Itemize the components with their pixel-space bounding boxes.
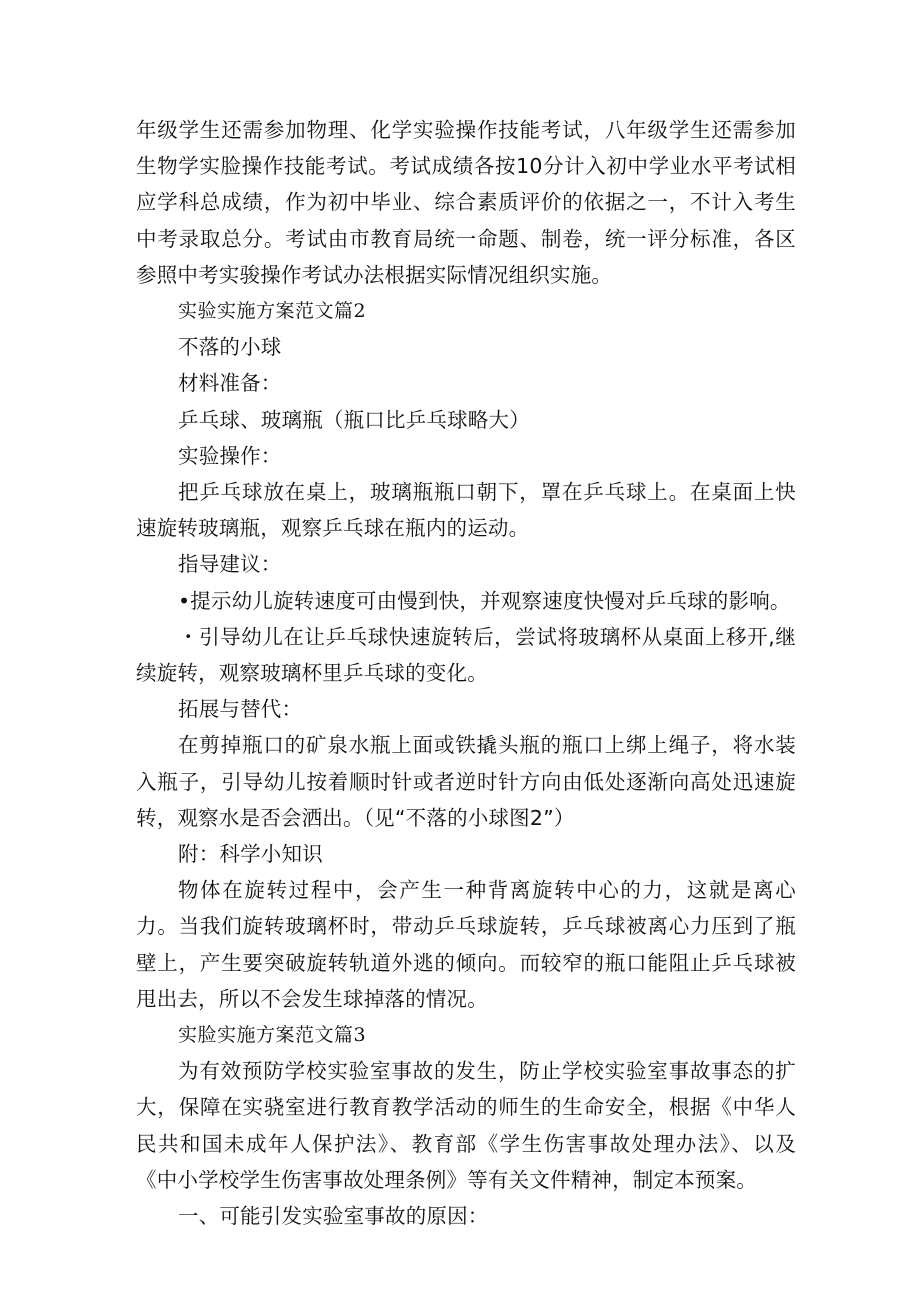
heading-plan-3: 实脸实施方案范文篇3 <box>178 1024 367 1047</box>
extension-label: 拓展与替代： <box>178 697 303 722</box>
science-note-text: 物体在旋转过程中，会产生一种背离旋转中心的力，这就是离心力。当我们旋转玻璃杯时，带动乒乓球旋转，乒乓球被离心力压到了瓶壁上，产生要突破旋转轨道外逃的倾向。而较窄的瓶口能阻止乒乓球被甩出去，所以不会发生球掉落的情况。 <box>136 878 796 1011</box>
plan-3-intro: 为有效预防学校实验室事故的发生，防止学校实验室事故事态的扩大，保障在实骁室进行教育教学活动的师生的生命安全，根据《中华人民共和国未成年人保护法》、教育部《学生伤害事故处理办法》、以及《中小学校学生伤害事故处理条例》等有关文件精神，制定本预案。 <box>136 1059 796 1192</box>
heading-plan-2: 实验实施方案范文篇2 <box>178 300 367 323</box>
guidance-item-2: ・引导幼儿在让乒乓球快速旋转后，尝试将玻璃杯从桌面上移开,继续旋转，观察玻璃杯里乒乓球的变化。 <box>136 624 796 686</box>
experiment-title: 不落的小球 <box>178 335 282 360</box>
operation-label: 实验操作： <box>178 443 282 468</box>
paragraph-exam-info: 年级学生还需参加物理、化学实验操作技能考试，八年级学生还需参加生物学实脸操作技能考试。考试成绩各按10分计入初中学业水平考试相应学科总成绩，作为初中毕业、综合素质评价的依据之一，不计入考生中考录取总分。考试由市教育局统一命题、制卷，统一评分标准，各区参照中考实骏操作考试办法根据实际情况组织实施。 <box>136 118 796 287</box>
section-heading-causes: 一、可能引发实验室事故的原因： <box>178 1204 489 1229</box>
operation-text: 把乒乓球放在桌上，玻璃瓶瓶口朝下，罩在乒乓球上。在桌面上快速旋转玻璃瓶，观察乒乓球在瓶内的运动。 <box>136 480 796 541</box>
document-page <box>136 112 796 1234</box>
extension-text: 在剪掉瓶口的矿泉水瓶上面或铁撬头瓶的瓶口上绑上绳子，将水装入瓶子，引导幼儿按着顺时针或者逆时针方向由低处逐渐向高处迅速旋转，观察水是否会洒出。（见“不落的小球图2”） <box>136 733 796 830</box>
materials-list: 乒乓球、玻璃瓶（瓶口比乒乓球略大） <box>178 407 530 432</box>
science-note-label: 附：科学小知识 <box>178 842 323 867</box>
materials-label: 材料准备： <box>178 371 282 396</box>
guidance-item-1: •提示幼儿旋转速度可由慢到快，并观察速度快慢对乒乓球的影响。 <box>178 588 791 613</box>
guidance-label: 指导建议： <box>178 552 282 577</box>
